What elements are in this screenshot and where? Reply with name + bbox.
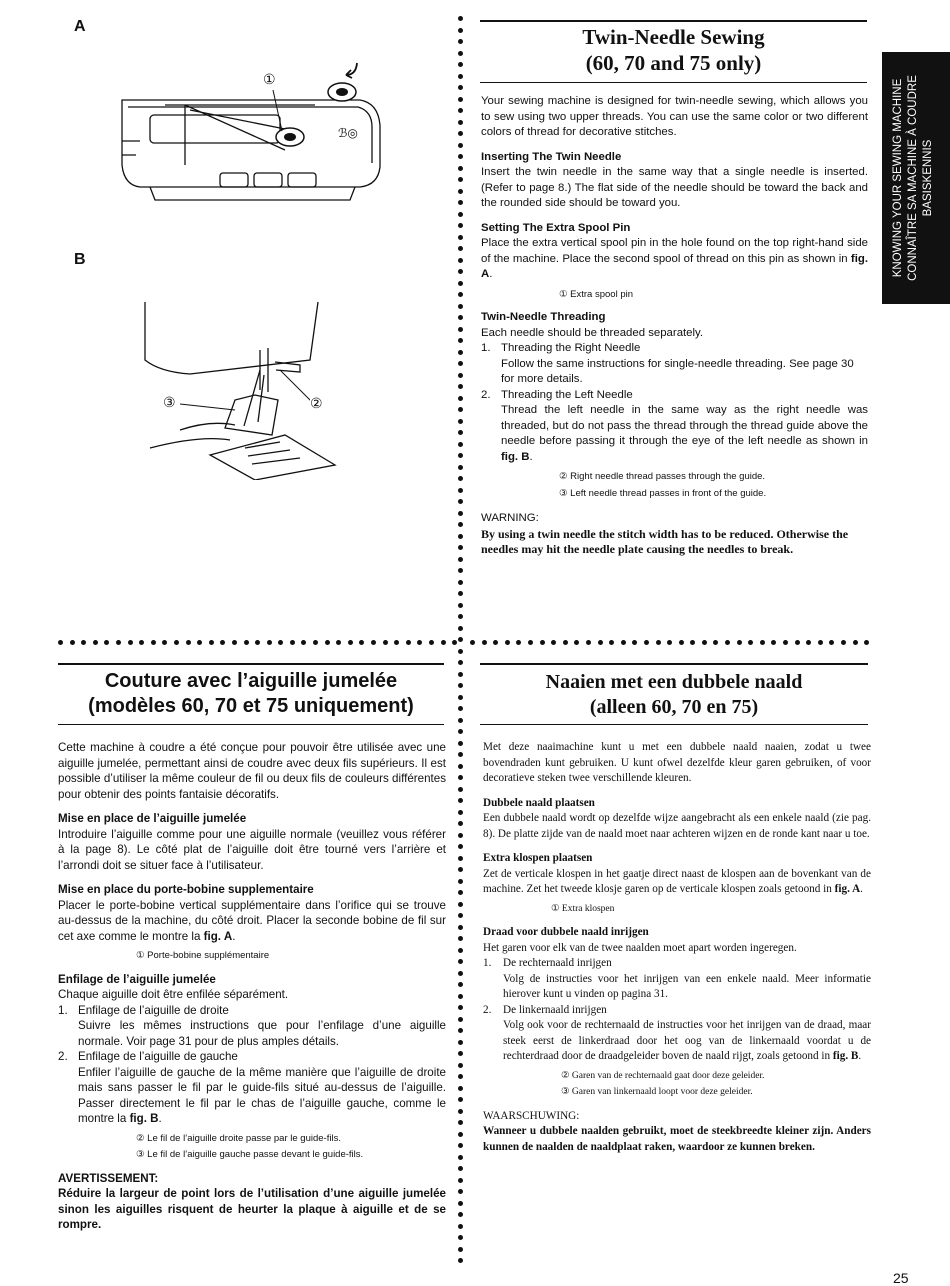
dutch-title-rule-top	[480, 663, 868, 665]
french-note2: ② Le fil de l’aiguille droite passe par le guide-fils.	[136, 1132, 341, 1144]
french-warning-text: Réduire la largeur de point lors de l’utilisation d’une aiguille jumelée sinon les aiguilles risquent de heurter la plaque à aiguille et de se rompre.	[58, 1187, 446, 1231]
english-note2: ② Right needle thread passes through the guide.	[559, 471, 766, 482]
figure-a-label: A	[74, 18, 86, 35]
french-note3: ③ Le fil de l’aiguille gauche passe devant le guide-fils.	[136, 1149, 364, 1160]
dutch-step2-title: De linkernaald inrijgen	[503, 1003, 607, 1016]
dutch-spool-fig: fig. A	[834, 883, 861, 895]
english-step2-num: 2.	[481, 388, 491, 401]
french-inserting-heading: Mise en place de l’aiguille jumelée	[58, 812, 247, 825]
dutch-threading-text: Het garen voor elk van de twee naalden moet apart worden ingeregen.	[483, 941, 797, 954]
french-title-line2: (modèles 60, 70 et 75 uniquement)	[88, 695, 414, 717]
vertical-dotted-divider	[458, 16, 464, 1266]
english-step1-num: 1.	[481, 342, 491, 354]
dutch-spool-note: ① Extra klospen	[551, 903, 615, 914]
english-inserting-heading: Inserting The Twin Needle	[481, 150, 622, 163]
dutch-warning-text: Wanneer u dubbele naalden gebruikt, moet de steekbreedte kleiner zijn. Anders kunnen de naalden de naaldplaat raken, waardoor ze kunnen breken.	[483, 1125, 871, 1153]
english-title	[480, 24, 867, 76]
french-spool-text: Placer le porte-bobine vertical supplémentaire dans l’orifice qui se trouve au-dessus de la machine, du côté droit. Placer la seconde bobine de fil sur cet axe comme le montre la	[58, 898, 446, 943]
english-spool-heading: Setting The Extra Spool Pin	[481, 221, 631, 234]
figure-b-label: B	[74, 251, 86, 268]
french-title-rule-bottom	[58, 724, 444, 725]
french-intro: Cette machine à coudre a été conçue pour pouvoir être utilisée avec une aiguille jumelée, permettant ainsi de coudre avec deux fils supérieurs. Il est possible d’utiliser la même couleur de fil ou deux fils de couleurs différentes pour obtenir des points fantaisie décoratifs.	[58, 741, 446, 801]
english-title-rule-bottom	[480, 82, 867, 83]
english-step1-title: Threading the Right Needle	[501, 342, 641, 354]
english-step2-title: Threading the Left Needle	[501, 388, 633, 401]
dutch-step2-fig: fig. B	[832, 1050, 859, 1062]
french-inserting-text: Introduire l’aiguille comme pour une aiguille normale (veuillez vous référer à la page 8). Le côté plat de l’aiguille doit être tourné vers l’arrière et l’arrondi doit se situer face à l’utilisateur.	[58, 827, 446, 872]
english-spool-fig: fig. A	[481, 252, 868, 280]
french-spool-fig: fig. A	[203, 929, 233, 943]
french-step1-title: Enfilage de l’aiguille de droite	[78, 1003, 229, 1017]
english-step2-fig: fig. B	[501, 450, 530, 463]
svg-text:ℬ◎: ℬ◎	[338, 126, 358, 140]
french-title	[58, 669, 444, 719]
dutch-step2-text: Volg ook voor de rechternaald de instructies voor het inrijgen van de draad, maar steek eerst de linkerdraad door het oog van de linkernaald voordat u de rechterdraad door de draadgeleider boven de naald rijgt, zoals getoond in	[503, 1019, 871, 1062]
french-step2-fig: fig. B	[129, 1112, 159, 1125]
french-title-rule-top	[58, 663, 444, 665]
english-title-line1: Twin-Needle Sewing	[582, 25, 765, 49]
english-body: Your sewing machine is designed for twin-needle sewing, which allows you to sew using two upper threads. You can use the same color or two different colors of thread for decorative stitches. Inserting The Twin Needle Insert the twin needle in the same way that a single needle is inserted. (Refer to page 8.) The flat side of the needle should be toward the back and the rounded side should be toward you. Setting The Extra Spool Pin Place the extra vertical spool pin in the hole found on the top right-hand side of the machine. Place the second spool of thread on this pin as shown in fig. A. ① Extra spool pin Twin-Needle Threading Each needle should be threaded separately. 1. Threading the Right Needle Follow the same instructions for single-needle threading. See page 30 for more details. 2. Threading the Left Needle Thread the left needle in the same way as the right needle was threaded, but do not pass the thread through the thread guide above the needle before passing it through the eye of the left needle as shown in fig. B. ② Right needle thread passes through the guide. ③ Left needle thread passes in front of the guide. WARNING: By using a twin needle the stitch width has to be reduced. Otherwise the needles may hit the needle plate causing the needles to break.	[481, 95, 868, 556]
horizontal-dotted-divider-right	[470, 640, 870, 646]
horizontal-dotted-divider-left	[58, 640, 458, 646]
figure-a-illustration	[110, 55, 400, 205]
dutch-inserting-heading: Dubbele naald plaatsen	[483, 796, 595, 809]
dutch-inserting-text: Een dubbele naald wordt op dezelfde wijze aangebracht als een enkele naald (zie pag. 8). De platte zijde van de naald moet naar achteren wijzen en de ronde kant naar u toe.	[483, 812, 871, 840]
english-spool-note: ① Extra spool pin	[559, 288, 633, 300]
side-tab-line2: CONNAÎTRE SA MACHINE À COUDRE	[907, 75, 919, 281]
english-step2-text: Thread the left needle in the same way as the right needle was threaded, but do not pass the thread through the thread guide above the needle before passing it through the eye of the left needle as shown in	[501, 404, 868, 447]
english-inserting-text: Insert the twin needle in the same way that a single needle is inserted. (Refer to page 8.) The flat side of the needle should be toward the back and the rounded side should be toward you.	[481, 166, 868, 209]
page-number: 25	[893, 1270, 909, 1286]
french-step2-num: 2.	[58, 1050, 68, 1063]
callout-3: ③	[163, 394, 176, 410]
dutch-step1-num: 1.	[483, 957, 492, 969]
dutch-step2-num: 2.	[483, 1003, 492, 1016]
callout-2: ②	[310, 395, 323, 411]
dutch-spool-text: Zet de verticale klospen in het gaatje direct naast de klospen aan de bovenkant van de machine. Zet het tweede klosje garen op de verticale klospen zoals getoond in	[483, 867, 871, 895]
french-spool-note: ① Porte-bobine supplémentaire	[136, 950, 270, 961]
french-step1-num: 1.	[58, 1003, 68, 1017]
english-note3: ③ Left needle thread passes in front of the guide.	[559, 487, 767, 499]
french-step2-title: Enfilage de l’aiguille de gauche	[78, 1050, 238, 1063]
dutch-title	[480, 670, 868, 720]
english-step1-text: Follow the same instructions for single-needle threading. See page 30 for more details.	[501, 357, 854, 385]
english-title-rule-top	[480, 20, 867, 22]
french-spool-heading: Mise en place du porte-bobine supplementaire	[58, 883, 314, 896]
dutch-step1-title: De rechternaald inrijgen	[503, 957, 612, 969]
english-intro: Your sewing machine is designed for twin-needle sewing, which allows you to sew using two upper threads. You can use the same color or two different colors of thread for decorative stitches.	[481, 95, 868, 138]
english-threading-text: Each needle should be threaded separately.	[481, 326, 704, 339]
french-title-line1: Couture avec l’aiguille jumelée	[104, 670, 398, 692]
english-threading-heading: Twin-Needle Threading	[481, 311, 606, 323]
callout-1: ①	[263, 71, 276, 87]
dutch-warning-heading: WAARSCHUWING:	[483, 1109, 580, 1122]
english-warning-text: By using a twin needle the stitch width has to be reduced. Otherwise the needles may hit the needle plate causing the needles to break.	[481, 526, 849, 556]
english-spool-text: Place the extra vertical spool pin in the hole found on the top right-hand side of the machine. Place the second spool of thread on this pin as shown in	[481, 237, 868, 265]
dutch-title-line1: Naaien met een dubbele naald	[545, 671, 803, 693]
dutch-spool-heading: Extra klospen plaatsen	[483, 852, 593, 864]
figure-b-illustration	[140, 300, 350, 480]
english-warning-heading: WARNING:	[481, 512, 539, 524]
side-tab-line1: KNOWING YOUR SEWING MACHINE	[892, 78, 904, 278]
french-body: Cette machine à coudre a été conçue pour pouvoir être utilisée avec une aiguille jumelée, permettant ainsi de coudre avec deux fils supérieurs. Il est possible d’utiliser la même couleur de fil ou deux fils de couleurs différentes pour obtenir des points fantaisie décoratifs. Mise en place de l’aiguille jumelée Introduire l’aiguille comme pour une aiguille normale (veuillez vous référer à la page 8). Le côté plat de l’aiguille doit être tourné vers l’arrière et l’arrondi doit se situer face à l’utilisateur. Mise en place du porte-bobine supplementaire Placer le porte-bobine vertical supplémentaire dans l’orifice qui se trouve au-dessus de la machine, du côté droit. Placer la seconde bobine de fil sur cet axe comme le montre la fig. A. ① Porte-bobine supplémentaire Enfilage de l’aiguille jumelée Chaque aiguille doit être enfilée séparément. 1. Enfilage de l’aiguille de droite Suivre les mêmes instructions que pour l’enfilage d’une aiguille normale. Voir page 31 pour de plus amples détails. 2. Enfilage de l’aiguille de gauche Enfiler l’aiguille de gauche de la même manière que l’aiguille de droite mais sans passer le fil par le guide-fils situé au-dessus de l’aiguille. Passer directement le fil par le chas de l’aiguille gauche, comme le montre la fig. B. ② Le fil de l’aiguille droite passe par le guide-fils. ③ Le fil de l’aiguille gauche passe devant le guide-fils. AVERTISSEMENT: Réduire la largeur de point lors de l’utilisation d’une aiguille jumelée sinon les aiguilles risquent de heurter la plaque à aiguille et de se rompre.	[58, 741, 446, 1231]
french-step1-text: Suivre les mêmes instructions que pour l’enfilage d’une aiguille normale. Voir page 31 pour de plus amples détails.	[78, 1019, 446, 1048]
dutch-step1-text: Volg de instructies voor het inrijgen van een enkele naald. Meer informatie hierover kunt u vinden op pagina 31.	[503, 972, 871, 1000]
arrow-icon	[346, 63, 357, 78]
section-side-tab	[882, 52, 950, 304]
dutch-body: Met deze naaimachine kunt u met een dubbele naald naaien, zodat u twee bovendraden kunt gebruiken. U kunt ofwel dezelfde kleur garen gebruiken, of voor decoratieve steken twee verschillende kleuren. Dubbele naald plaatsen Een dubbele naald wordt op dezelfde wijze aangebracht als een enkele naald (zie pag. 8). De platte zijde van de naald moet naar achteren wijzen en de ronde kant naar u toe. Extra klospen plaatsen Zet de verticale klospen in het gaatje direct naast de klospen aan de bovenkant van de machine. Zet het tweede klosje garen op de verticale klospen zoals getoond in fig. A. ① Extra klospen Draad voor dubbele naald inrijgen Het garen voor elk van de twee naalden moet apart worden ingeregen. 1. De rechternaald inrijgen Volg de instructies voor het inrijgen van een enkele naald. Meer informatie hierover kunt u vinden op pagina 31. 2. De linkernaald inrijgen Volg ook voor de rechternaald de instructies voor het inrijgen van de draad, maar steek eerst de linkerdraad door het oog van de linkernaald voordat u de rechterdraad door de draadgeleider boven de naald rijgt, zoals getoond in fig. B. ② Garen van de rechternaald gaat door deze geleider. ③ Garen van linkernaald loopt voor deze geleider. WAARSCHUWING: Wanneer u dubbele naalden gebruikt, moet de steekbreedte kleiner zijn. Anders kunnen de naalden de naaldplaat raken, waardoor ze kunnen breken.	[483, 740, 871, 1155]
dutch-intro: Met deze naaimachine kunt u met een dubbele naald naaien, zodat u twee bovendraden kunt gebruiken. U kunt ofwel dezelfde kleur garen gebruiken, of voor decoratieve steken twee verschillende kleuren.	[483, 741, 871, 784]
dutch-title-line2: (alleen 60, 70 en 75)	[589, 696, 759, 718]
dutch-note3: ③ Garen van linkernaald loopt voor deze geleider.	[561, 1087, 753, 1097]
english-title-line2: (60, 70 and 75 only)	[585, 51, 762, 75]
dutch-title-rule-bottom	[480, 724, 868, 725]
french-step2-text: Enfiler l’aiguille de gauche de la même manière que l’aiguille de droite mais sans passer le fil par le guide-fils situé au-dessus de l’aiguille. Passer directement le fil par le chas de l’aiguille gauche, comme le montre la	[78, 1065, 446, 1125]
dutch-threading-heading: Draad voor dubbele naald inrijgen	[483, 926, 649, 938]
dutch-note2: ② Garen van de rechternaald gaat door deze geleider.	[561, 1070, 765, 1081]
french-threading-text: Chaque aiguille doit être enfilée séparément.	[58, 988, 289, 1001]
french-warning-heading: AVERTISSEMENT:	[58, 1171, 159, 1185]
side-tab-line3: BASISKENNIS	[922, 139, 934, 217]
french-threading-heading: Enfilage de l’aiguille jumelée	[58, 972, 216, 986]
